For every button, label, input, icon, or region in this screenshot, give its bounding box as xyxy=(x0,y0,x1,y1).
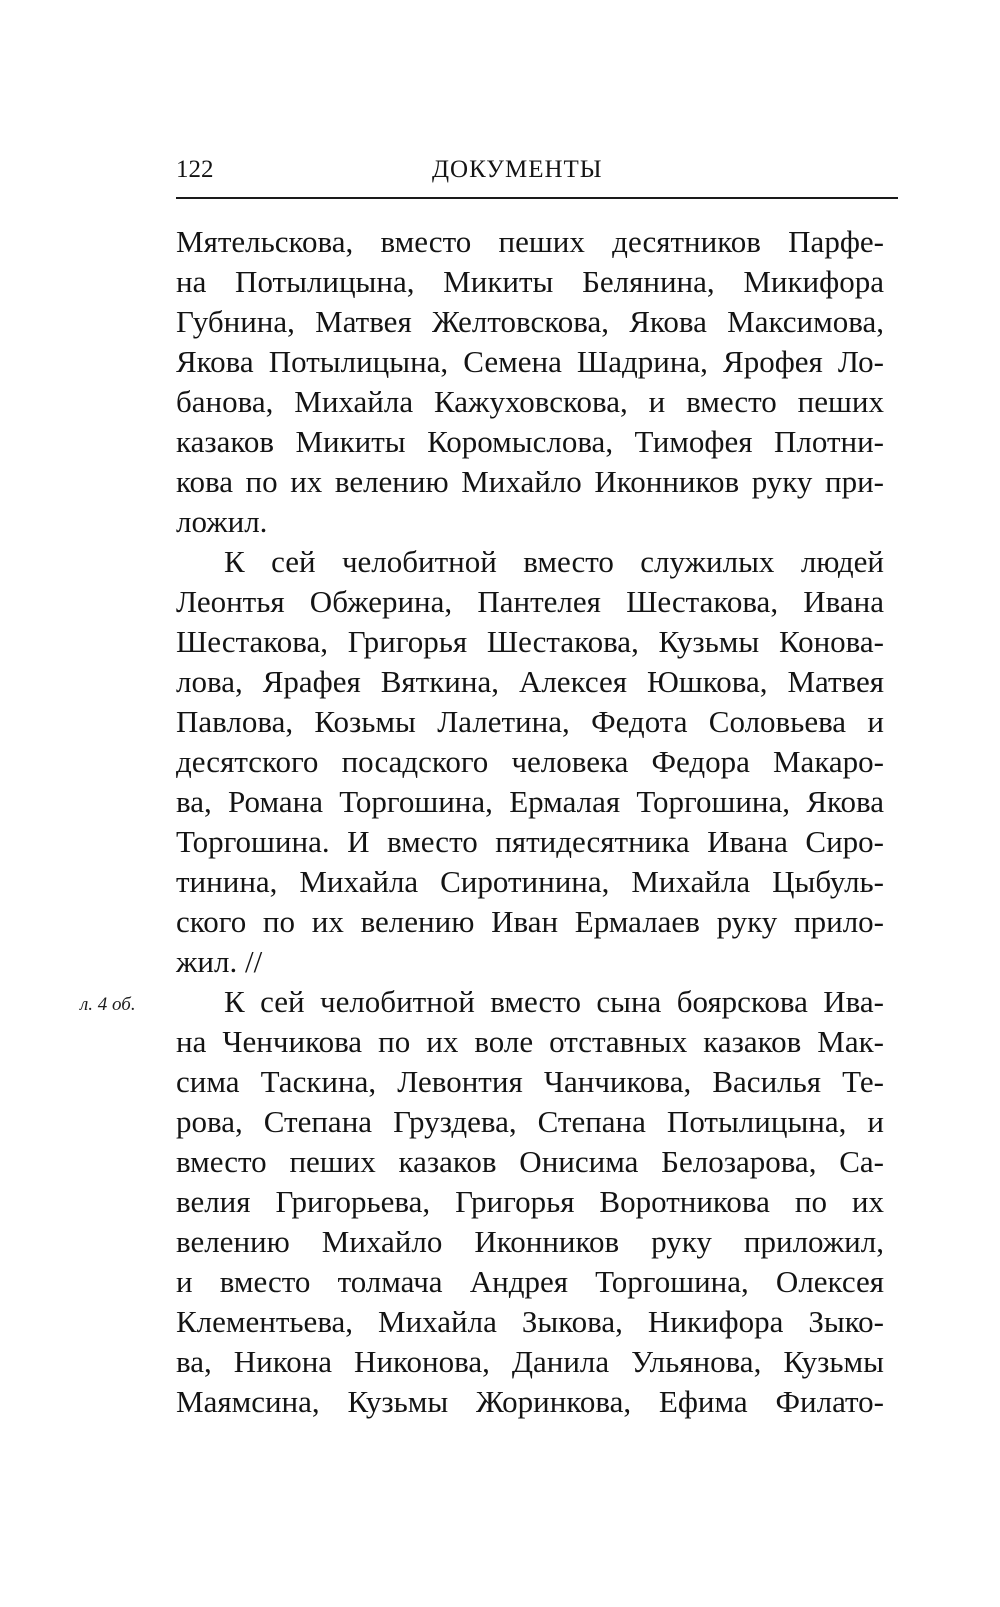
text-line: К сей челобитной вместо сына боярскова Ива- xyxy=(224,984,884,1019)
text-line: банова, Михайла Кажуховскова, и вместо пеших xyxy=(176,384,884,419)
text-line: на Потылицына, Микиты Белянина, Микифора xyxy=(176,264,884,299)
text-line: велению Михайло Иконников руку приложил, xyxy=(176,1224,884,1259)
running-title: ДОКУМЕНТЫ xyxy=(432,156,603,183)
text-line: Мятельскова, вместо пеших десятников Парфе- xyxy=(176,224,884,259)
text-line: ского по их велению Иван Ермалаев руку прило- xyxy=(176,904,884,939)
text-line: вместо пеших казаков Онисима Белозарова, Са- xyxy=(176,1144,884,1179)
text-line: сима Таскина, Левонтия Чанчикова, Василья Те- xyxy=(176,1064,884,1099)
text-line: Торгошина. И вместо пятидесятника Ивана Сиро- xyxy=(176,824,884,859)
text-line: Павлова, Козьмы Лалетина, Федота Соловьева и xyxy=(176,704,884,739)
paragraph-1 xyxy=(176,222,884,542)
text-line: казаков Микиты Коромыслова, Тимофея Плотни- xyxy=(176,424,884,459)
page-number: 122 xyxy=(176,156,214,183)
paragraph-3 xyxy=(176,982,884,1422)
text-line: лова, Ярафея Вяткина, Алексея Юшкова, Матвея xyxy=(176,664,884,699)
text-line: ва, Никона Никонова, Данила Ульянова, Кузьмы xyxy=(176,1344,884,1379)
text-line: Губнина, Матвея Желтовскова, Якова Максимова, xyxy=(176,304,884,339)
text-line: Леонтья Обжерина, Пантелея Шестакова, Ивана xyxy=(176,584,884,619)
text-line: десятского посадского человека Федора Макаро- xyxy=(176,744,884,779)
text-line: Шестакова, Григорья Шестакова, Кузьмы Конова- xyxy=(176,624,884,659)
document-body xyxy=(176,222,884,1422)
text-line: кова по их велению Михайло Иконников руку при- xyxy=(176,464,884,499)
margin-folio-note: л. 4 об. xyxy=(80,994,136,1015)
text-line: ва, Романа Торгошина, Ермалая Торгошина, Якова xyxy=(176,784,884,819)
text-line: жил. // xyxy=(176,944,263,979)
text-line: К сей челобитной вместо служилых людей xyxy=(224,544,884,579)
text-line: тинина, Михайла Сиротинина, Михайла Цыбуль- xyxy=(176,864,884,899)
header-rule xyxy=(176,197,898,199)
text-line: на Ченчикова по их воле отставных казаков Мак- xyxy=(176,1024,884,1059)
text-line: ложил. xyxy=(176,504,268,539)
text-line: Клементьева, Михайла Зыкова, Никифора Зыко- xyxy=(176,1304,884,1339)
page-header xyxy=(176,150,896,192)
text-line: Маямсина, Кузьмы Жоринкова, Ефима Филато- xyxy=(176,1384,884,1419)
text-line: велия Григорьева, Григорья Воротникова по их xyxy=(176,1184,884,1219)
text-line: рова, Степана Груздева, Степана Потылицына, и xyxy=(176,1104,884,1139)
text-line: Якова Потылицына, Семена Шадрина, Ярофея Ло- xyxy=(176,344,884,379)
text-line: и вместо толмача Андрея Торгошина, Олексея xyxy=(176,1264,884,1299)
paragraph-2 xyxy=(176,542,884,982)
